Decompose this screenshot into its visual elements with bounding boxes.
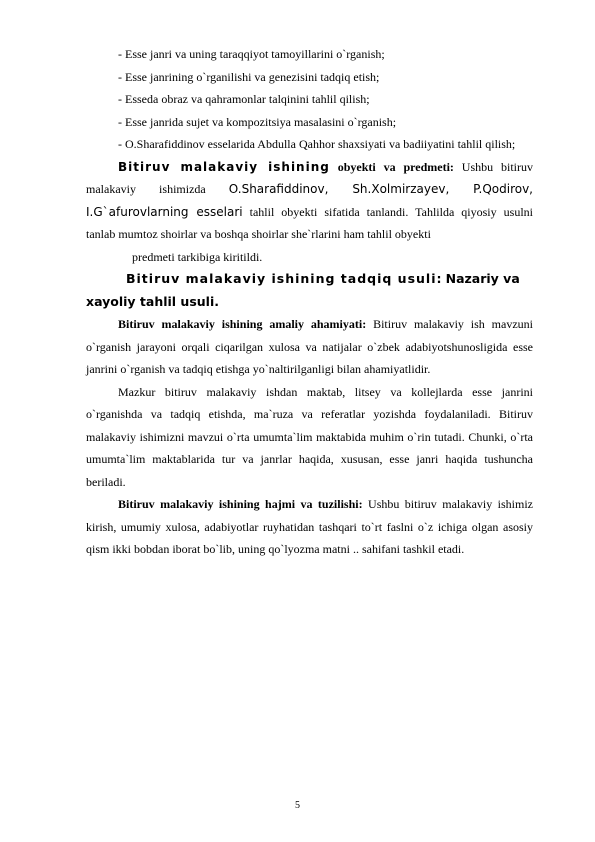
- method-heading: [86, 268, 533, 313]
- object-paragraph: [86, 156, 533, 269]
- bullet-item: - Esseda obraz va qahramonlar talqinini tahlil qilish;: [118, 92, 370, 106]
- method-heading-label: Bitiruv malakaviy ishining tadqiq usuli:: [126, 271, 443, 286]
- bullet-item: - O.Sharafiddinov esselarida Abdulla Qahhor shaxsiyati va badiiyatini tahlil qilish;: [118, 137, 516, 151]
- structure-bold-lead: Bitiruv malakaviy ishining hajmi va tuzilishi:: [118, 497, 363, 511]
- object-text-1: Ushbu bitiruv malakaviy ishimizda: [86, 159, 533, 196]
- usage-paragraph: Mazkur bitiruv malakaviy ishdan maktab, litsey va kollejlarda esse janrini o`rganishda va tadqiq etishda, ma`ruza va referatlar yozishda foydalaniladi. Bitiruv malakaviy ishimizni mavzui o`rta umumta`lim maktabida muhim o`rin tutadi. Chunki, o`rta umumta`lim maktablarida tur va janrlar haqida, xususan, esse janri haqida tushuncha beriladi.: [86, 384, 533, 489]
- document-body: [86, 0, 533, 561]
- object-text-2: tahlil obyekti sifatida tanlandi. Tahlilda qiyosiy usulni tanlab mumtoz shoirlar va boshqa shoirlar she`rlarini ham tahlil obyekti: [86, 204, 534, 241]
- practical-text: Bitiruv malakaviy ish mavzuni o`rganish jarayoni orqali ciqarilgan xulosa va natijalar o`zbek adabiyotshunosligida esse janrini o`rganish va tadqiq etishga yo`naltirilganligi bilan ahamiyatlidir.: [86, 317, 533, 376]
- bullet-item: - Esse janrida sujet va kompozitsiya masalasini o`rganish;: [118, 114, 397, 129]
- object-authors: O.Sharafiddinov, Sh.Xolmirzayev, P.Qodirov, I.G`afurovlarning esselari: [86, 182, 533, 219]
- object-text-3: predmeti tarkibiga kiritildi.: [132, 249, 263, 264]
- object-bold-lead: obyekti va predmeti:: [337, 159, 454, 174]
- practical-paragraph: [86, 313, 533, 381]
- bullet-item: - Esse janrining o`rganilishi va genezisini tadqiq etish;: [118, 69, 380, 84]
- method-heading-value: Nazariy va xayoliy tahlil usuli.: [86, 271, 520, 309]
- practical-bold-lead: Bitiruv malakaviy ishining amaliy ahamiyati:: [118, 317, 367, 331]
- page-number: 5: [295, 800, 300, 811]
- structure-text: Ushbu bitiruv malakaviy ishimiz kirish, umumiy xulosa, adabiyotlar ruyhatidan tashqari to`rt faslni o`z ichiga olgan asosiy qism ikki bobdan iborat bo`lib, uning qo`lyozma matni .. sahifani tashkil etadi.: [86, 497, 534, 556]
- structure-paragraph: [86, 493, 533, 561]
- bullet-item: - Esse janri va uning taraqqiyot tamoyillarini o`rganish;: [118, 47, 385, 61]
- object-label: Bitiruv malakaviy ishining: [118, 159, 330, 174]
